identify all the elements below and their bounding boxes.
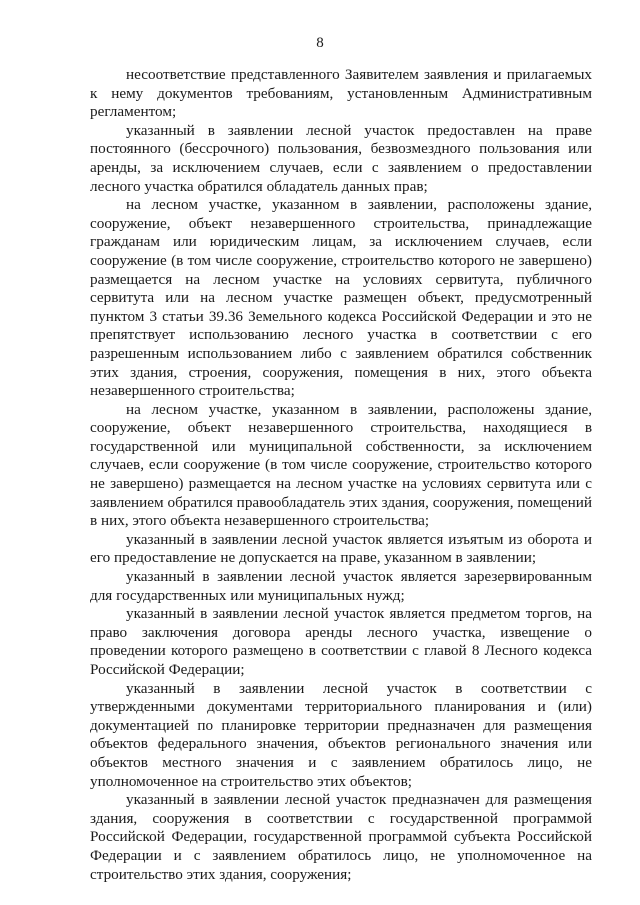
paragraph-nonconformity: несоответствие представленного Заявителем заявления и прилагаемых к нему документов требованиям, установленным Административным регламентом; [90, 66, 592, 121]
paragraph-state-buildings: на лесном участке, указанном в заявлении, расположены здание, сооружение, объект незавершенного строительства, находящиеся в государственной или муниципальной собственности, за исключением случаев, если сооружение (в том числе сооружение, строительство которого не завершено) размещается на лесном участке на условиях сервитута или с заявлением обратился правообладатель этих здания, сооружения, помещений в них, этого объекта незавершенного строительства; [90, 400, 592, 530]
paragraph-withdrawn: указанный в заявлении лесной участок является изъятым из оборота и его предоставление не допускается на праве, указанном в заявлении; [90, 530, 592, 567]
paragraph-state-program: указанный в заявлении лесной участок предназначен для размещения здания, сооружения в соответствии с государственной программой Российской Федерации, государственной программой субъекта Российской Федерации и с заявлением обратилось лицо, не уполномоченное на строительство этих здания, сооружения; [90, 791, 592, 883]
paragraph-private-buildings: на лесном участке, указанном в заявлении, расположены здание, сооружение, объект незавершенного строительства, принадлежащие гражданам или юридическим лицам, за исключением случаев, если сооружение (в том числе сооружение, строительство которого не завершено) размещается на лесном участке на условиях сервитута, публичного сервитута или на лесном участке размещен объект, предусмотренный пунктом 3 статьи 39.36 Земельного кодекса Российской Федерации и это не препятствует использованию лесного участка в соответствии с его разрешенным использованием либо с заявлением обратился собственник этих здания, строения, сооружения, помещения в них, этого объекта незавершенного строительства; [90, 196, 592, 400]
document-body [90, 66, 592, 884]
page-number: 8 [316, 35, 324, 51]
paragraph-permanent-use: указанный в заявлении лесной участок предоставлен на праве постоянного (бессрочного) пользования, безвозмездного пользования или аренды, за исключением случаев, если с заявлением о предоставлении лесного участка обратился обладатель данных прав; [90, 121, 592, 195]
paragraph-reserved: указанный в заявлении лесной участок является зарезервированным для государственных или муниципальных нужд; [90, 568, 592, 604]
paragraph-territorial-planning: указанный в заявлении лесной участок в соответствии с утвержденными документами территориального планирования и (или) документацией по планировке территории предназначен для размещения объектов федерального значения, объектов регионального значения или объектов местного значения и с заявлением обратилось лицо, не уполномоченное на строительство этих объектов; [90, 679, 592, 790]
paragraph-auction: указанный в заявлении лесной участок является предметом торгов, на право заключения договора аренды лесного участка, извещение о проведении которого размещено в соответствии с главой 8 Лесного кодекса Российской Федерации; [90, 605, 592, 678]
